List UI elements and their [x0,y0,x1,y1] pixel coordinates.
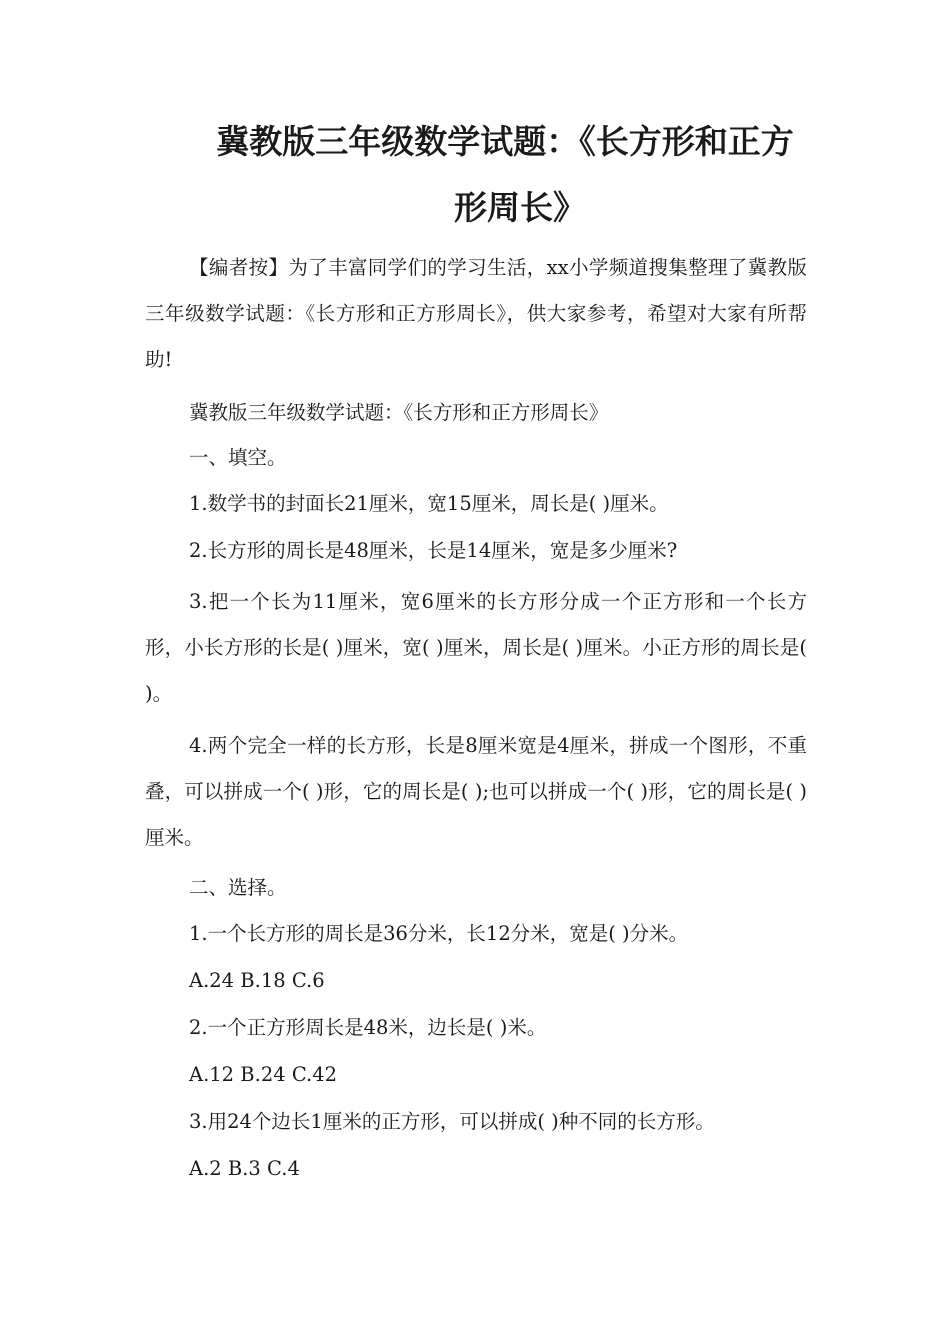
choice-question-2-options: A.12 B.24 C.42 [189,1063,338,1086]
choice-question-1: 1.一个长方形的周长是36分米，长12分米，宽是( )分米。 [189,922,689,945]
choice-question-3: 3.用24个边长1厘米的正方形，可以拼成( )种不同的长方形。 [189,1110,715,1133]
choice-question-1-options: A.24 B.18 C.6 [189,969,325,992]
choice-question-3-options: A.2 B.3 C.4 [189,1157,300,1180]
fill-question-2: 2.长方形的周长是48厘米，长是14厘米，宽是多少厘米? [189,539,678,562]
fill-question-1: 1.数学书的封面长21厘米，宽15厘米，周长是( )厘米。 [189,492,669,515]
fill-question-4: 4.两个完全一样的长方形，长是8厘米宽是4厘米，拼成一个图形，不重叠，可以拼成一个( )形，它的周长是( );也可以拼成一个( )形，它的周长是( )厘米。 [145,734,807,849]
fill-question-3: 3.把一个长为11厘米，宽6厘米的长方形分成一个正方形和一个长方形，小长方形的长是( )厘米，宽( )厘米，周长是( )厘米。小正方形的周长是( )。 [145,590,807,705]
section-1-heading: 一、填空。 [189,446,287,469]
document-title-line-2: 形周长》 [454,188,586,227]
document-title-line-1: 冀教版三年级数学试题：《长方形和正方 [216,122,794,161]
section-2-heading: 二、选择。 [189,876,287,899]
choice-question-2: 2.一个正方形周长是48米，边长是( )米。 [189,1016,547,1039]
document-subtitle: 冀教版三年级数学试题：《长方形和正方形周长》 [189,401,609,424]
editor-note-paragraph: 【编者按】为了丰富同学们的学习生活，xx小学频道搜集整理了冀教版三年级数学试题：《长方形和正方形周长》，供大家参考，希望对大家有所帮助! [145,256,807,371]
